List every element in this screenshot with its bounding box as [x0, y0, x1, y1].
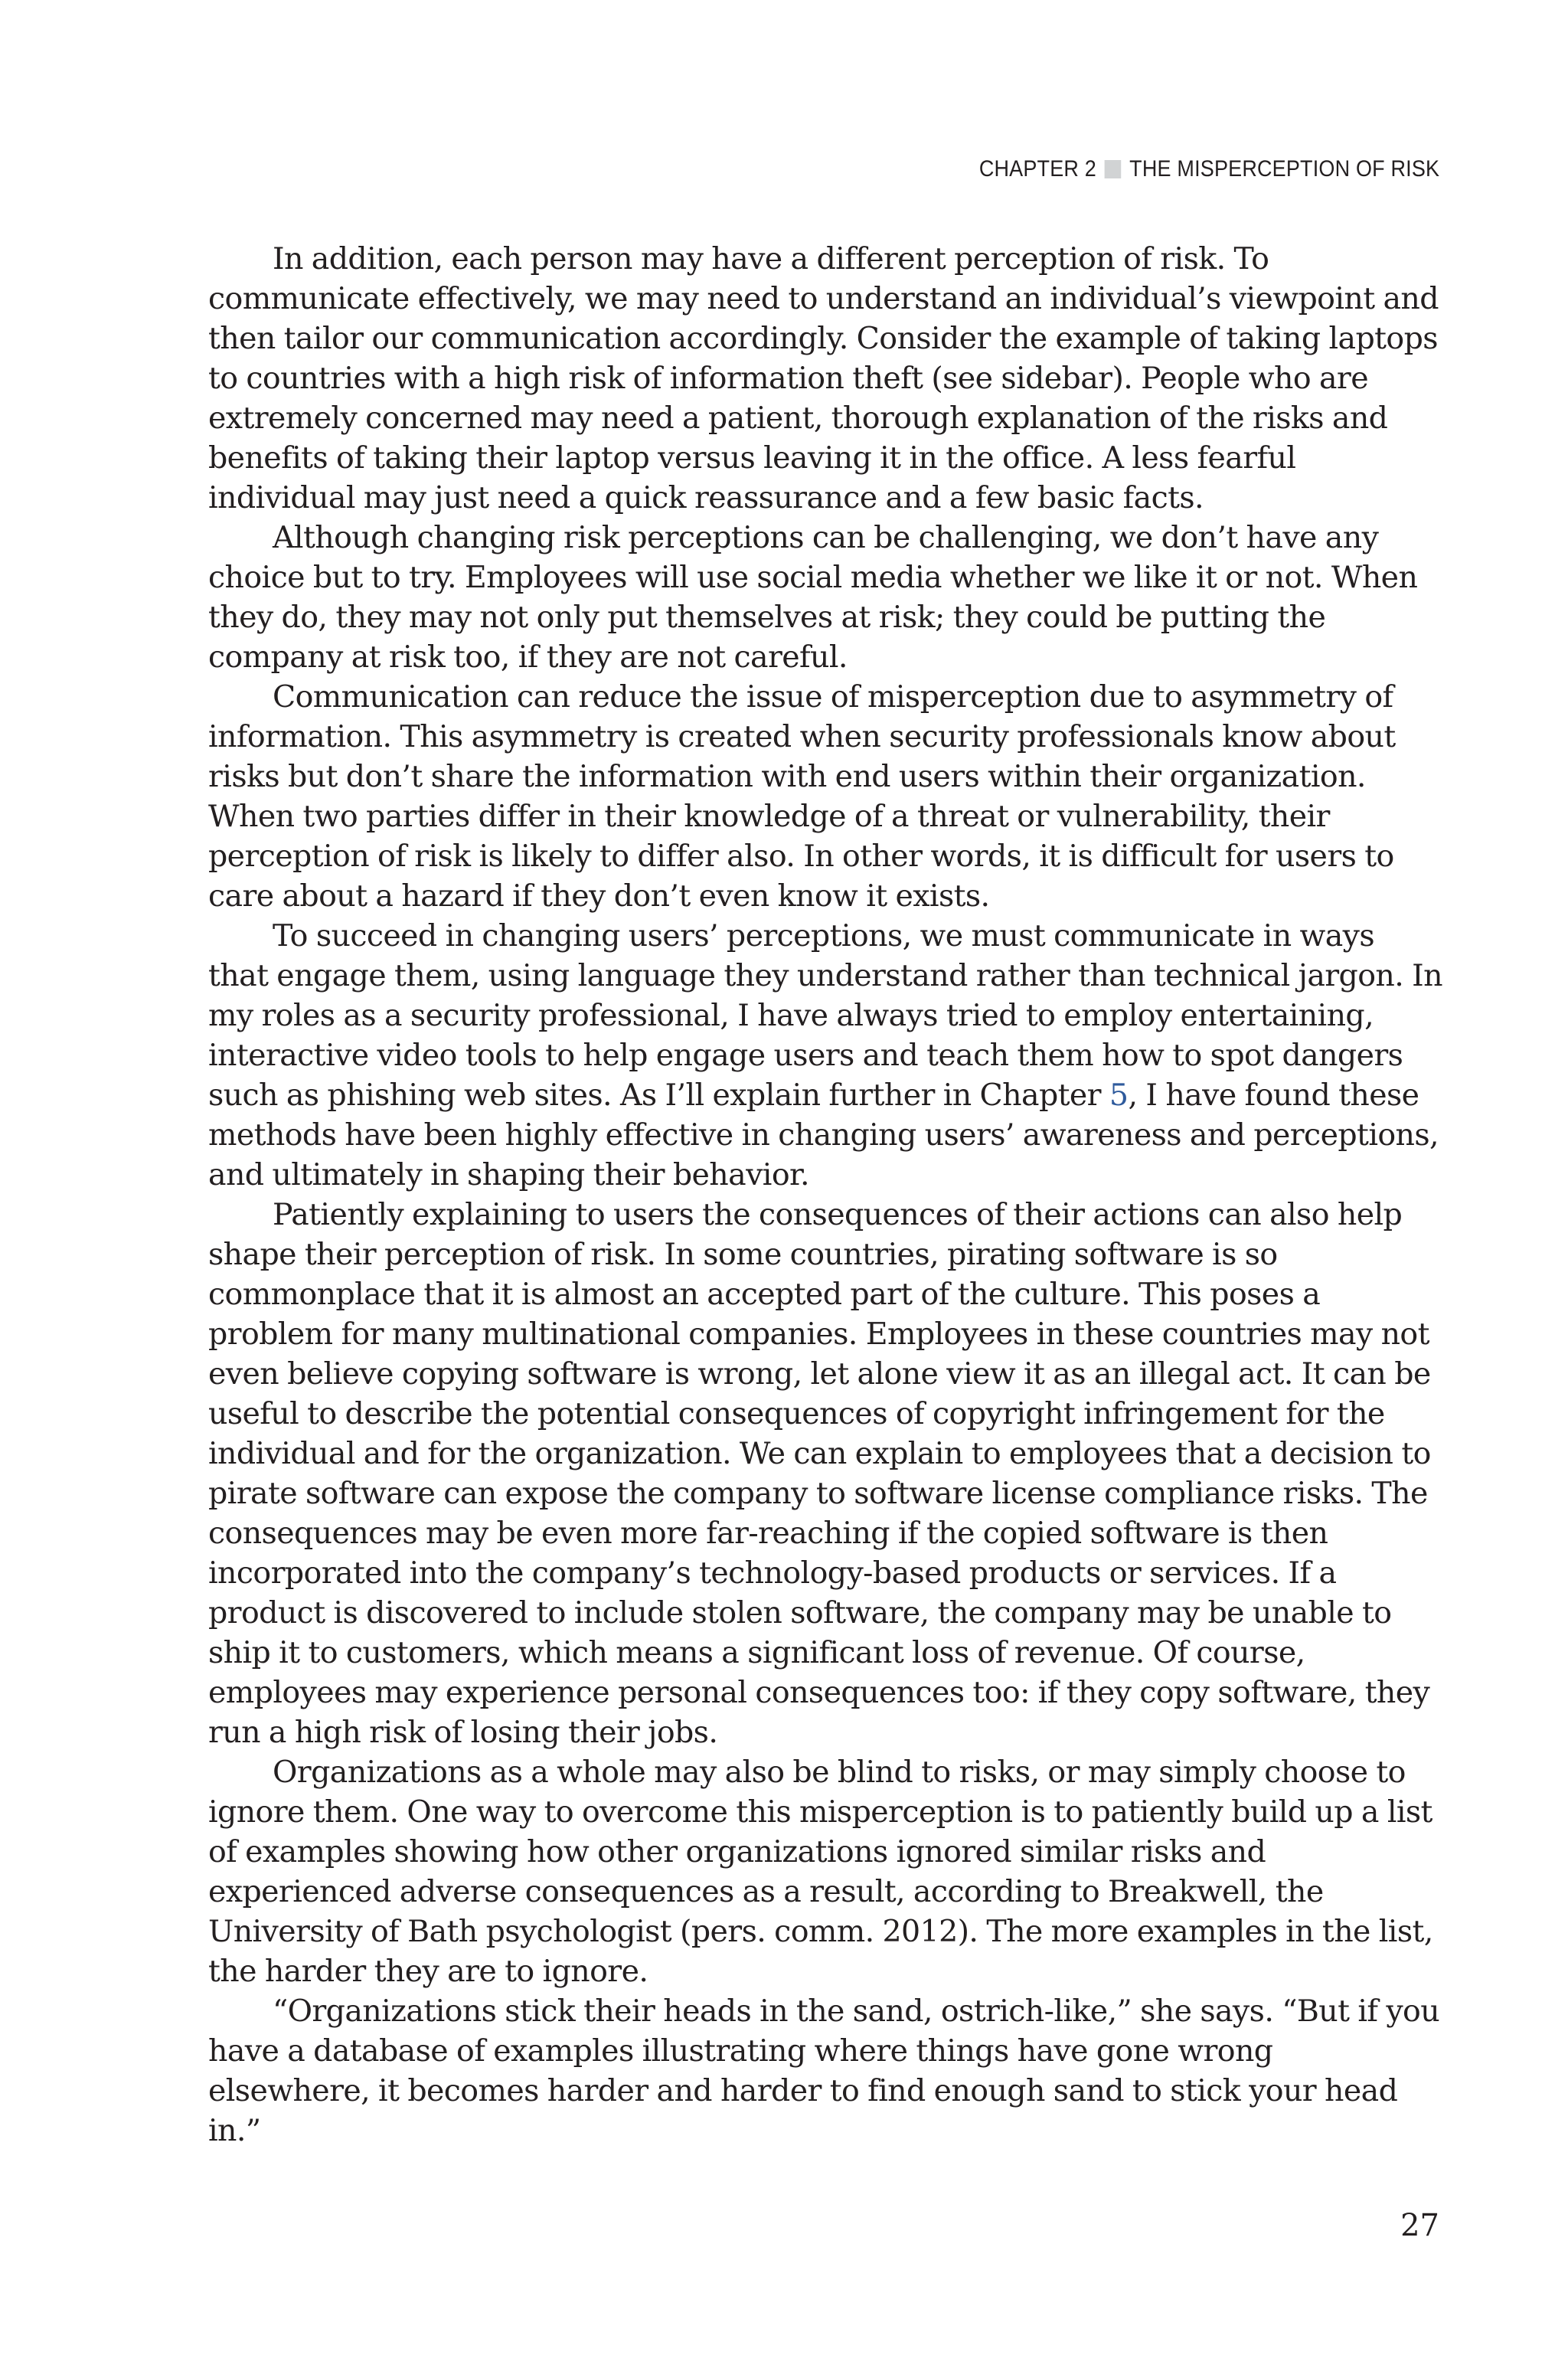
page-number: 27: [1400, 2208, 1439, 2243]
chapter-label: CHAPTER 2: [978, 156, 1096, 182]
header-separator-square: [1105, 160, 1122, 178]
paragraph-3: Communication can reduce the issue of misperception due to asymmetry of information. This asymmetry is created when security professionals know about risks but don’t share the information with end users within their organization. When two parties differ in their knowledge of a threat or vulnerability, their perception of risk is likely to differ also. In other words, it is difficult for users to care about a hazard if they don’t even know it exists.: [208, 679, 1396, 914]
paragraph-1: In addition, each person may have a different perception of risk. To communicate effectively, we may need to understand an individual’s viewpoint and then tailor our communication accordingly. Consider the example of taking laptops to countries with a high risk of information theft (see sidebar). People who are extremely concerned may need a patient, thorough explanation of the risks and benefits of taking their laptop versus leaving it in the office. A less fearful individual may just need a quick reassurance and a few basic facts.: [208, 241, 1439, 515]
paragraph-5: Patiently explaining to users the consequences of their actions can also help shape their perception of risk. In some countries, pirating software is so commonplace that it is almost an accepted part of the culture. This poses a problem for many multinational companies. Employees in these countries may not even believe copying software is wrong, let alone view it as an illegal act. It can be useful to describe the potential consequences of copyright infringement for the individual and for the organization. We can explain to employees that a decision to pirate software can expose the company to software license compliance risks. The consequences may be even more far-reaching if the copied software is then incorporated into the company’s technology-based products or services. If a product is discovered to include stolen software, the company may be unable to ship it to customers, which means a significant loss of revenue. Of course, employees may experience personal consequences too: if they copy software, they run a high risk of losing their jobs.: [208, 1197, 1431, 1750]
paragraph-2: Although changing risk perceptions can be challenging, we don’t have any choice but to try. Employees will use social media whether we like it or not. When they do, they may not only put themselves at risk; they could be putting the company at risk too, if they are not careful.: [208, 520, 1418, 675]
paragraph-4-text-end: , I have found these methods have been highly effective in changing users’ awareness and perceptions, and ultimately in shaping their behavior.: [208, 1078, 1439, 1192]
paragraph-6: Organizations as a whole may also be blind to risks, or may simply choose to ignore them. One way to overcome this misperception is to patiently build up a list of examples showing how other organizations ignored similar risks and experienced adverse consequences as a result, according to Breakwell, the University of Bath psychologist (pers. comm. 2012). The more examples in the list, the harder they are to ignore.: [208, 1755, 1433, 1989]
paragraph-4: [208, 916, 1442, 1195]
chapter-5-link[interactable]: 5: [1109, 1078, 1129, 1113]
chapter-title: THE MISPERCEPTION OF RISK: [1129, 156, 1439, 182]
paragraph-4-text-start: To succeed in changing users’ perceptions, we must communicate in ways that engage them, using language they understand rather than technical jargon. In my roles as a security professional, I have always tried to employ entertaining, interactive video tools to help engage users and teach them how to spot dangers such as phishing web sites. As I’ll explain further in Chapter: [208, 918, 1443, 1113]
body-text: [208, 239, 1442, 2151]
running-header: [979, 156, 1439, 182]
paragraph-7: “Organizations stick their heads in the sand, ostrich-like,” she says. “But if you have a database of examples illustrating where things have gone wrong elsewhere, it becomes harder and harder to find enough sand to stick your head in.”: [208, 1994, 1440, 2148]
